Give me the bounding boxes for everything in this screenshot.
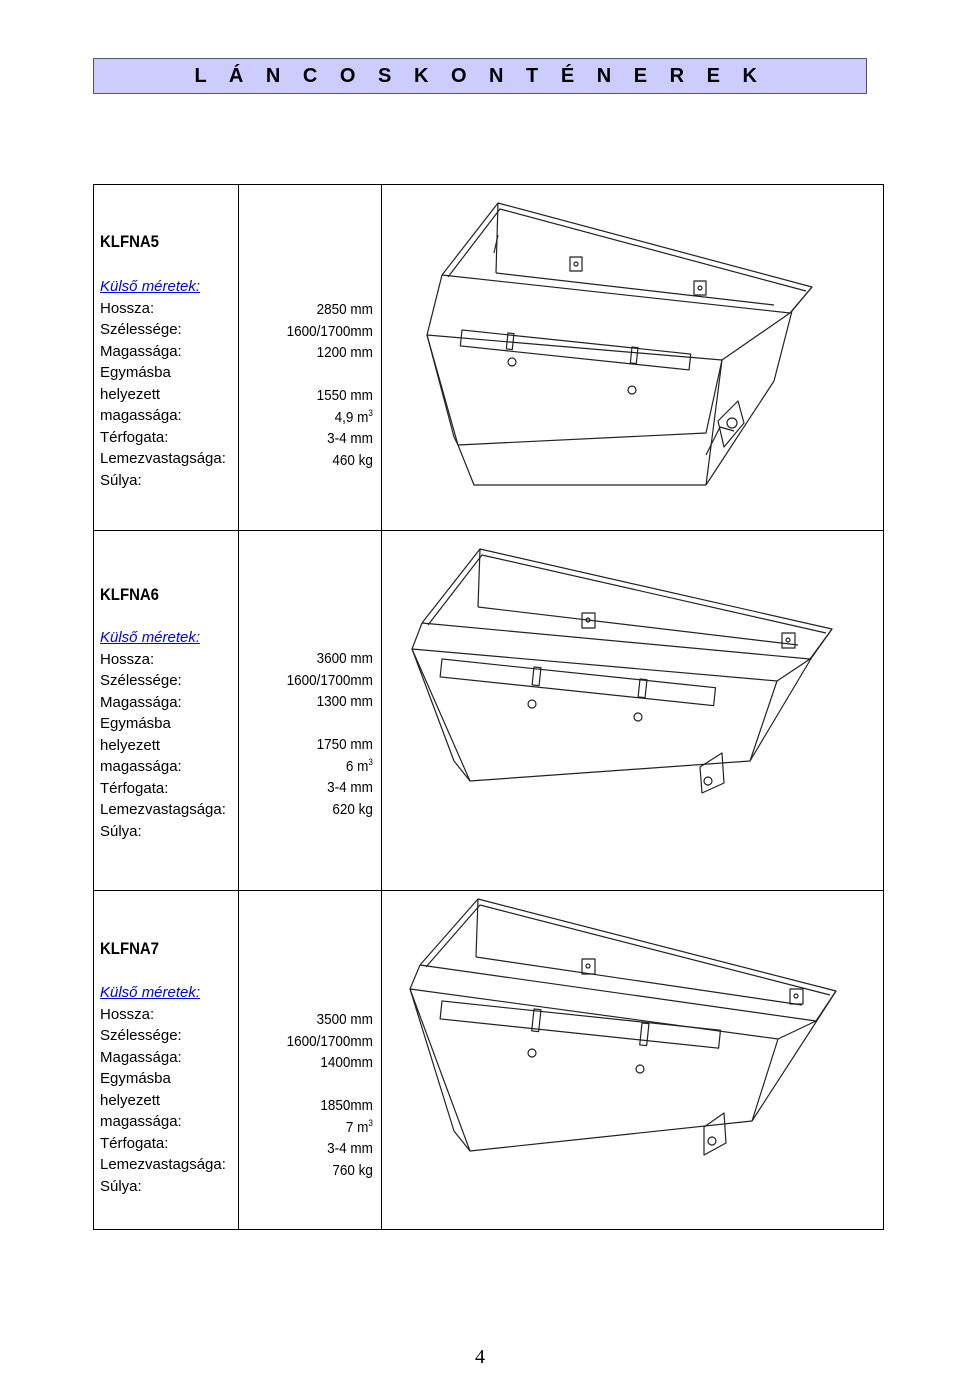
width-label: Szélessége: — [100, 672, 182, 689]
height-value: 1200 mm — [316, 344, 373, 361]
weight-value: 460 kg — [332, 451, 373, 469]
width-label: Szélessége: — [100, 1027, 182, 1044]
height-label: Magassága: — [100, 1048, 182, 1066]
weight-label: Súlya: — [100, 471, 142, 489]
label-column — [94, 531, 238, 890]
page-title-text: L Á N C O S K O N T É N E R E K — [194, 64, 766, 87]
container-drawing-cell — [382, 531, 883, 890]
volume-label: Térfogata: — [100, 428, 169, 446]
stacked-label-3: magassága: — [100, 758, 182, 775]
container-drawing-cell — [382, 891, 883, 1229]
stacked-label-3: magassága: — [100, 407, 182, 424]
product-row-klfna6 — [94, 530, 883, 890]
volume-value: 7 $m^3$ — [345, 1117, 373, 1136]
external-dimensions-heading: Külső méretek: — [100, 984, 201, 1001]
spec-values — [287, 299, 373, 471]
model-name: KLFNA5 — [100, 232, 160, 251]
thickness-value: 3-4 mm — [327, 430, 373, 447]
length-label: Hossza: — [100, 299, 155, 317]
container-drawing — [382, 531, 883, 891]
weight-label: Súlya: — [100, 822, 142, 840]
stacked-label-3: magassága: — [100, 1113, 182, 1130]
length-value: 3500 mm — [316, 1011, 373, 1028]
weight-label: Súlya: — [100, 1177, 142, 1195]
stacked-label-1: Egymásba — [100, 715, 171, 732]
stacked-label-2: helyezett — [100, 1091, 161, 1109]
page-number: 4 — [475, 1346, 485, 1368]
product-row-klfna7 — [94, 890, 883, 1229]
stacked-label-2: helyezett — [100, 736, 161, 754]
model-name: KLFNA6 — [100, 585, 160, 604]
spec-values — [287, 1009, 373, 1181]
external-dimensions-heading: Külső méretek: — [100, 278, 201, 295]
stacked-label-2: helyezett — [100, 385, 161, 403]
product-row-klfna5 — [94, 185, 883, 530]
label-column — [94, 185, 238, 530]
weight-value: 620 kg — [332, 800, 373, 818]
length-label: Hossza: — [100, 1005, 155, 1023]
weight-value: 760 kg — [332, 1161, 373, 1179]
container-drawing-cell — [382, 185, 883, 530]
stacked-height-value: 1750 mm — [316, 736, 373, 753]
thickness-value: 3-4 mm — [327, 779, 373, 796]
width-value: 1600/1700mm — [286, 671, 373, 689]
thickness-value: 3-4 mm — [327, 1140, 373, 1157]
length-value: 2850 mm — [316, 301, 373, 318]
thickness-label: Lemezvastagsága: — [100, 1156, 226, 1173]
external-dimensions-heading: Külső méretek: — [100, 629, 201, 646]
label-column — [94, 891, 238, 1229]
width-label: Szélessége: — [100, 321, 182, 338]
thickness-label: Lemezvastagsága: — [100, 801, 226, 818]
stacked-label-1: Egymásba — [100, 364, 171, 381]
container-drawing — [382, 891, 883, 1230]
height-value: 1300 mm — [316, 693, 373, 710]
volume-label: Térfogata: — [100, 1134, 169, 1152]
container-drawing — [382, 185, 883, 530]
width-value: 1600/1700mm — [286, 322, 373, 340]
stacked-label-1: Egymásba — [100, 1070, 171, 1087]
spec-values — [287, 648, 373, 820]
value-column — [238, 531, 382, 890]
width-value: 1600/1700mm — [286, 1032, 373, 1050]
page-title — [93, 58, 867, 94]
thickness-label: Lemezvastagsága: — [100, 450, 226, 467]
height-value: 1400mm — [320, 1054, 373, 1071]
value-column — [238, 891, 382, 1229]
stacked-height-value: 1550 mm — [316, 387, 373, 404]
length-label: Hossza: — [100, 650, 155, 668]
stacked-height-value: 1850mm — [320, 1097, 373, 1114]
value-column — [238, 185, 382, 530]
volume-value: 4,9 $m^3$ — [334, 407, 373, 426]
height-label: Magassága: — [100, 693, 182, 711]
length-value: 3600 mm — [316, 650, 373, 667]
spec-labels — [100, 627, 226, 842]
height-label: Magassága: — [100, 342, 182, 360]
volume-label: Térfogata: — [100, 779, 169, 797]
spec-labels — [100, 982, 226, 1197]
spec-labels — [100, 276, 226, 491]
volume-value: 6 $m^3$ — [345, 756, 373, 775]
model-name: KLFNA7 — [100, 939, 160, 958]
product-table — [93, 184, 884, 1230]
